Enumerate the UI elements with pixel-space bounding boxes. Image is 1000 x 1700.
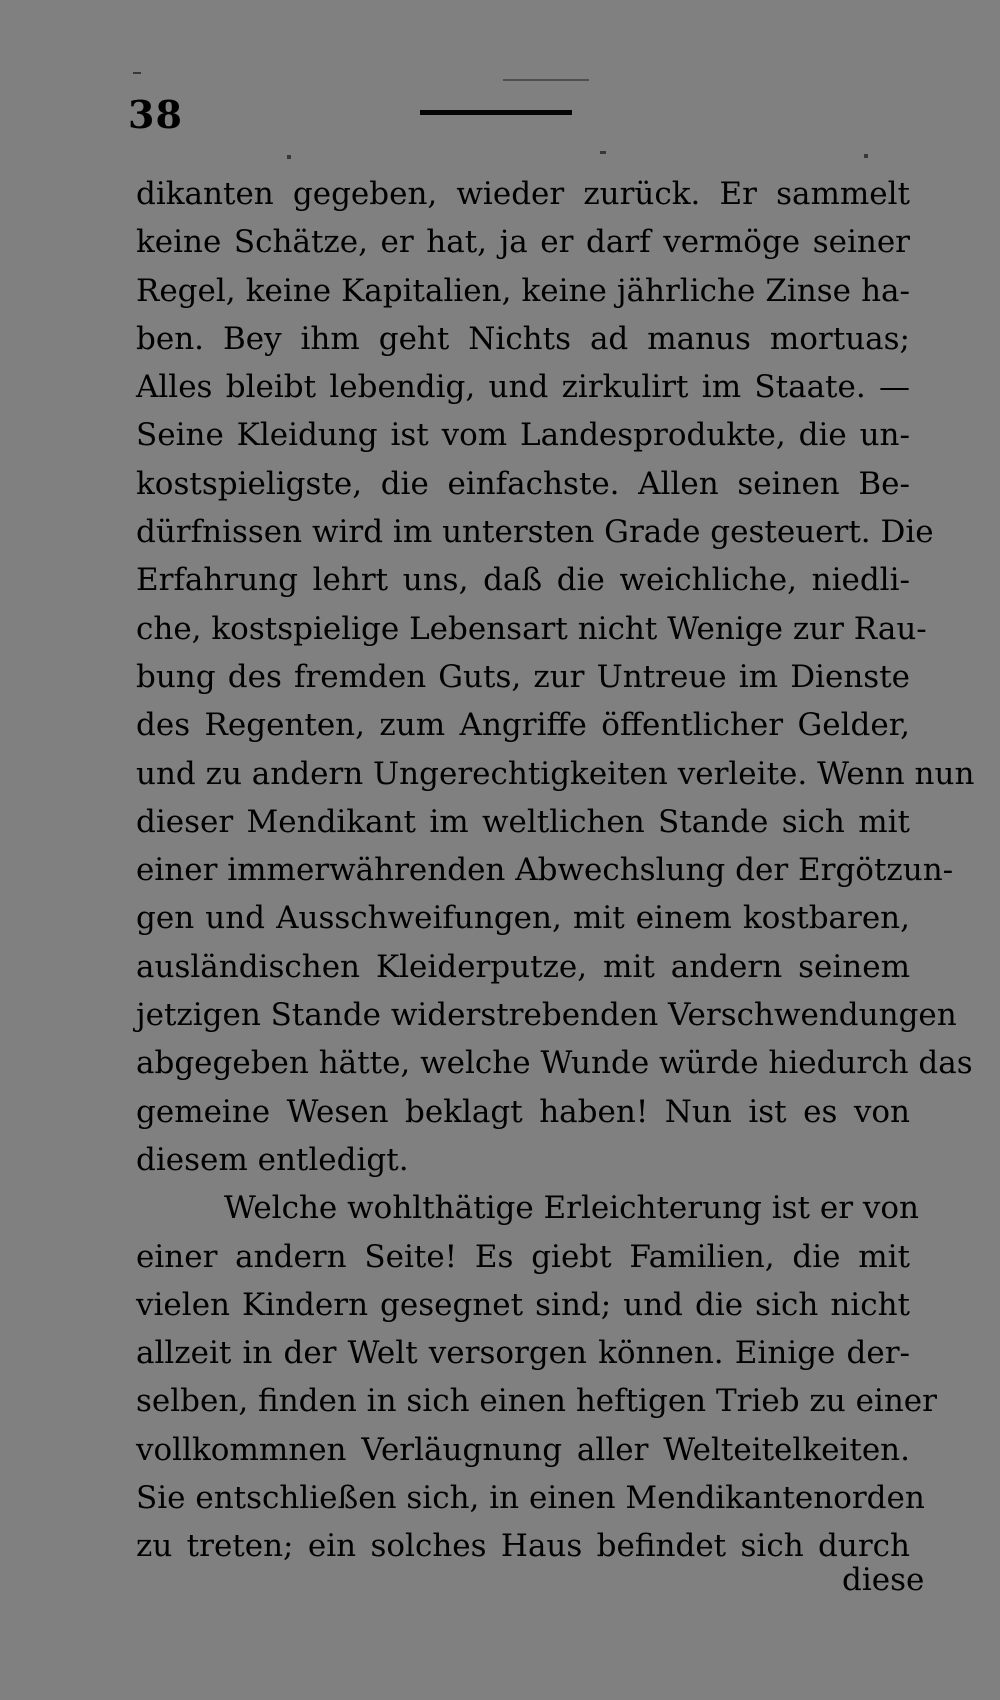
text-line: abgegeben hätte, welche Wunde würde hiedurch das	[136, 1045, 973, 1082]
text-line: Regel, keine Kapitalien, keine jährliche Zinse ha-	[136, 272, 910, 309]
header-rule	[420, 110, 572, 115]
text-line: zu treten; ein solches Haus befindet sich durch	[136, 1528, 910, 1565]
text-line: und zu andern Ungerechtigkeiten verleite. Wenn nun	[136, 755, 975, 792]
scan-speck	[133, 72, 141, 74]
text-line: Erfahrung lehrt uns, daß die weichliche, niedli-	[136, 562, 910, 599]
text-line: des Regenten, zum Angriffe öffentlicher Gelder,	[136, 707, 910, 744]
text-line: einer andern Seite! Es giebt Familien, die mit	[136, 1238, 910, 1275]
text-line: ben. Bey ihm geht Nichts ad manus mortuas;	[136, 320, 910, 357]
text-line: gemeine Wesen beklagt haben! Nun ist es von	[136, 1093, 910, 1130]
text-line: Seine Kleidung ist vom Landesprodukte, die un-	[136, 417, 910, 454]
text-line: ausländischen Kleiderputze, mit andern seinem	[136, 948, 910, 985]
text-line: jetzigen Stande widerstrebenden Verschwendungen	[136, 997, 957, 1034]
text-line: che, kostspielige Lebensart nicht Wenige zur Rau-	[136, 610, 927, 647]
text-line: vielen Kindern gesegnet sind; und die sich nicht	[136, 1286, 910, 1323]
text-line: dürfnissen wird im untersten Grade gesteuert. Die	[136, 514, 934, 551]
text-line: selben, finden in sich einen heftigen Trieb zu einer	[136, 1383, 937, 1420]
text-line: Sie entschließen sich, in einen Mendikantenorden	[136, 1480, 925, 1517]
scan-speck	[864, 154, 868, 158]
text-line: gen und Ausschweifungen, mit einem kostbaren,	[136, 900, 910, 937]
text-line: diesem entledigt.	[136, 1141, 409, 1178]
text-line: einer immerwährenden Abwechslung der Ergötzun-	[136, 852, 954, 889]
scan-speck	[600, 151, 606, 154]
text-line: allzeit in der Welt versorgen können. Einige der-	[136, 1335, 910, 1372]
page-header	[128, 92, 888, 142]
text-line: keine Schätze, er hat, ja er darf vermöge seiner	[136, 224, 910, 261]
text-line: dikanten gegeben, wieder zurück. Er sammelt	[136, 176, 910, 212]
scan-speck	[287, 155, 291, 159]
text-line: vollkommnen Verläugnung aller Welteitelkeiten.	[136, 1431, 910, 1468]
scan-speck	[503, 79, 589, 81]
body-text	[136, 170, 975, 1571]
page-number: 38	[128, 92, 183, 137]
text-line: Welche wohlthätige Erleichterung ist er von	[224, 1190, 920, 1227]
catchword: diese	[842, 1562, 925, 1598]
text-line: kostspieligste, die einfachste. Allen seinen Be-	[136, 465, 910, 502]
text-line: bung des fremden Guts, zur Untreue im Dienste	[136, 658, 910, 695]
text-line: Alles bleibt lebendig, und zirkulirt im Staate. —	[136, 369, 910, 406]
text-line: dieser Mendikant im weltlichen Stande sich mit	[136, 803, 910, 840]
